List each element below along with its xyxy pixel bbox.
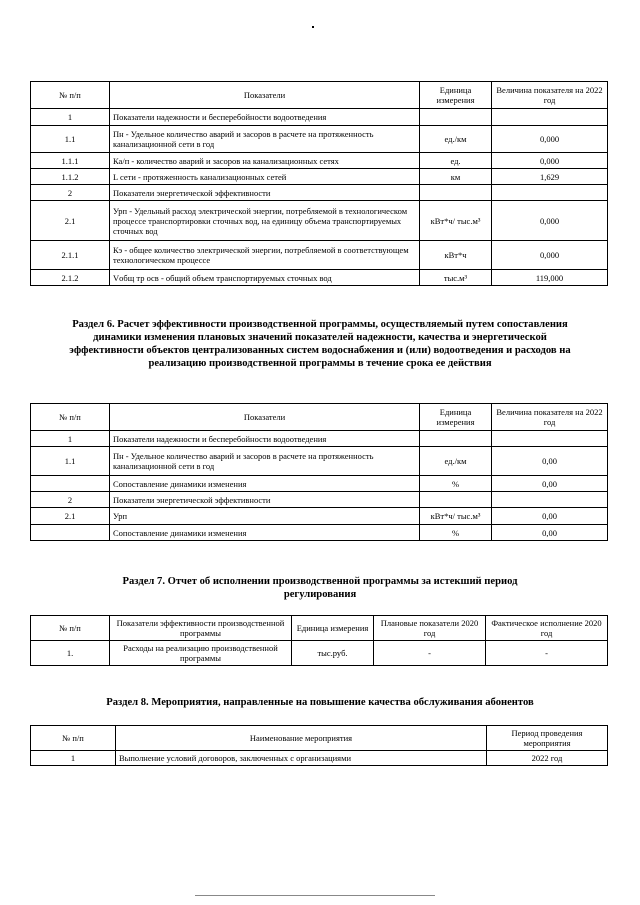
row-name: Пн - Удельное количество аварий и засоров в расчете на протяженность канализационной сети в год: [110, 447, 420, 476]
row-unit: кВт*ч: [420, 241, 492, 270]
table-row: [31, 447, 608, 476]
row-value: 0,000: [492, 153, 608, 169]
section7-title: Раздел 7. Отчет об исполнении производственной программы за истекший период регулирования: [122, 576, 518, 600]
row-value: [492, 109, 608, 126]
row-value: [492, 185, 608, 201]
row-name: Урп: [110, 508, 420, 525]
row-value: [492, 492, 608, 508]
row-value: 0,00: [492, 476, 608, 492]
row-num: 2.1: [31, 201, 110, 241]
table-row: [31, 492, 608, 508]
row-period: 2022 год: [487, 751, 608, 766]
row-unit: %: [420, 525, 492, 541]
row-value: 0,00: [492, 508, 608, 525]
section6-title: Раздел 6. Расчет эффективности производственной программы, осуществляемый путем сопоставления динамики изменения плановых значений показателей надежности, качества и энергетической эффективности объектов централизованных систем водоснабжения и (или) водоотведения и расходов на реализацию производственной программы в течение срока ее действия: [69, 319, 571, 369]
row-num: 2: [31, 492, 110, 508]
col-unit-header: Единица измерения: [292, 616, 374, 641]
row-num: 1.: [31, 641, 110, 666]
row-name: Показатели энергетической эффективности: [110, 185, 420, 201]
row-num: 1.1: [31, 126, 110, 153]
row-num: 2: [31, 185, 110, 201]
col-unit-header: Единица измерения: [420, 82, 492, 109]
row-plan: -: [374, 641, 486, 666]
table-section7: [30, 615, 608, 666]
row-value: 1,629: [492, 169, 608, 185]
col-value-header: Величина показателя на 2022 год: [492, 404, 608, 431]
row-name: Кэ - общее количество электрической энергии, потребляемой в соответствующем технологическом процессе: [110, 241, 420, 270]
row-name: Выполнение условий договоров, заключенных с организациями: [116, 751, 487, 766]
table-header-row: [31, 726, 608, 751]
col-unit-header: Единица измерения: [420, 404, 492, 431]
row-unit: тыс.руб.: [292, 641, 374, 666]
row-name: Ка/п - количество аварий и засоров на канализационных сетях: [110, 153, 420, 169]
row-value: 119,000: [492, 270, 608, 286]
row-name: Урп - Удельный расход электрической энергии, потребляемой в технологическом процессе транспортировки сточных вод, на единицу объема транспортируемых сточных вод: [110, 201, 420, 241]
row-name: Сопоставление динамики изменения: [110, 525, 420, 541]
row-num: 2.1.2: [31, 270, 110, 286]
row-value: 0,00: [492, 525, 608, 541]
table-header-row: [31, 404, 608, 431]
col-name-header: Показатели: [110, 404, 420, 431]
row-num: [31, 476, 110, 492]
col-name-header: Показатели эффективности производственной программы: [110, 616, 292, 641]
table-row: [31, 476, 608, 492]
row-value: 0,000: [492, 201, 608, 241]
table-row: [31, 508, 608, 525]
row-name: Показатели энергетической эффективности: [110, 492, 420, 508]
row-num: 1.1.2: [31, 169, 110, 185]
row-unit: [420, 492, 492, 508]
table-section8: [30, 725, 608, 766]
row-num: 1.1.1: [31, 153, 110, 169]
row-num: [31, 525, 110, 541]
row-name: Пн - Удельное количество аварий и засоров в расчете на протяженность канализационной сети в год: [110, 126, 420, 153]
row-value: 0,000: [492, 241, 608, 270]
table-row: [31, 201, 608, 241]
col-period-header: Период проведения мероприятия: [487, 726, 608, 751]
row-name: Показатели надежности и бесперебойности водоотведения: [110, 109, 420, 126]
row-unit: ед.: [420, 153, 492, 169]
row-unit: %: [420, 476, 492, 492]
col-name-header: Показатели: [110, 82, 420, 109]
table-row: [31, 169, 608, 185]
row-value: 0,000: [492, 126, 608, 153]
table-header-row: [31, 82, 608, 109]
row-name: Сопоставление динамики изменения: [110, 476, 420, 492]
row-num: 2.1: [31, 508, 110, 525]
row-unit: [420, 109, 492, 126]
table-row: [31, 641, 608, 666]
col-value-header: Величина показателя на 2022 год: [492, 82, 608, 109]
table-row: [31, 241, 608, 270]
scan-dot: [312, 26, 314, 28]
row-num: 1.1: [31, 447, 110, 476]
col-fact-header: Фактическое исполнение 2020 год: [486, 616, 608, 641]
row-unit: кВт*ч/ тыс.м³: [420, 201, 492, 241]
col-plan-header: Плановые показатели 2020 год: [374, 616, 486, 641]
row-num: 1: [31, 751, 116, 766]
row-fact: -: [486, 641, 608, 666]
col-num-header: № п/п: [31, 82, 110, 109]
col-name-header: Наименование мероприятия: [116, 726, 487, 751]
row-name: Vобщ тр осв - общий объем транспортируемых сточных вод: [110, 270, 420, 286]
table-section6: [30, 403, 608, 541]
row-unit: кВт*ч/ тыс.м³: [420, 508, 492, 525]
row-unit: [420, 431, 492, 447]
row-unit: км: [420, 169, 492, 185]
table-row: [31, 270, 608, 286]
row-unit: [420, 185, 492, 201]
row-name: Расходы на реализацию производственной программы: [110, 641, 292, 666]
table-row: [31, 109, 608, 126]
row-num: 1: [31, 109, 110, 126]
col-num-header: № п/п: [31, 616, 110, 641]
page-bottom-rule: [195, 895, 435, 896]
row-name: Показатели надежности и бесперебойности водоотведения: [110, 431, 420, 447]
table-row: [31, 751, 608, 766]
table-row: [31, 126, 608, 153]
table-header-row: [31, 616, 608, 641]
row-unit: ед./км: [420, 447, 492, 476]
row-value: 0,00: [492, 447, 608, 476]
table-row: [31, 153, 608, 169]
row-num: 1: [31, 431, 110, 447]
table-row: [31, 185, 608, 201]
table-indicators: [30, 81, 608, 286]
row-value: [492, 431, 608, 447]
row-unit: тыс.м³: [420, 270, 492, 286]
table-row: [31, 431, 608, 447]
col-num-header: № п/п: [31, 726, 116, 751]
table-row: [31, 525, 608, 541]
row-unit: ед./км: [420, 126, 492, 153]
row-name: L сети - протяженность канализационных сетей: [110, 169, 420, 185]
row-num: 2.1.1: [31, 241, 110, 270]
section8-title: Раздел 8. Мероприятия, направленные на повышение качества обслуживания абонентов: [106, 697, 534, 708]
col-num-header: № п/п: [31, 404, 110, 431]
